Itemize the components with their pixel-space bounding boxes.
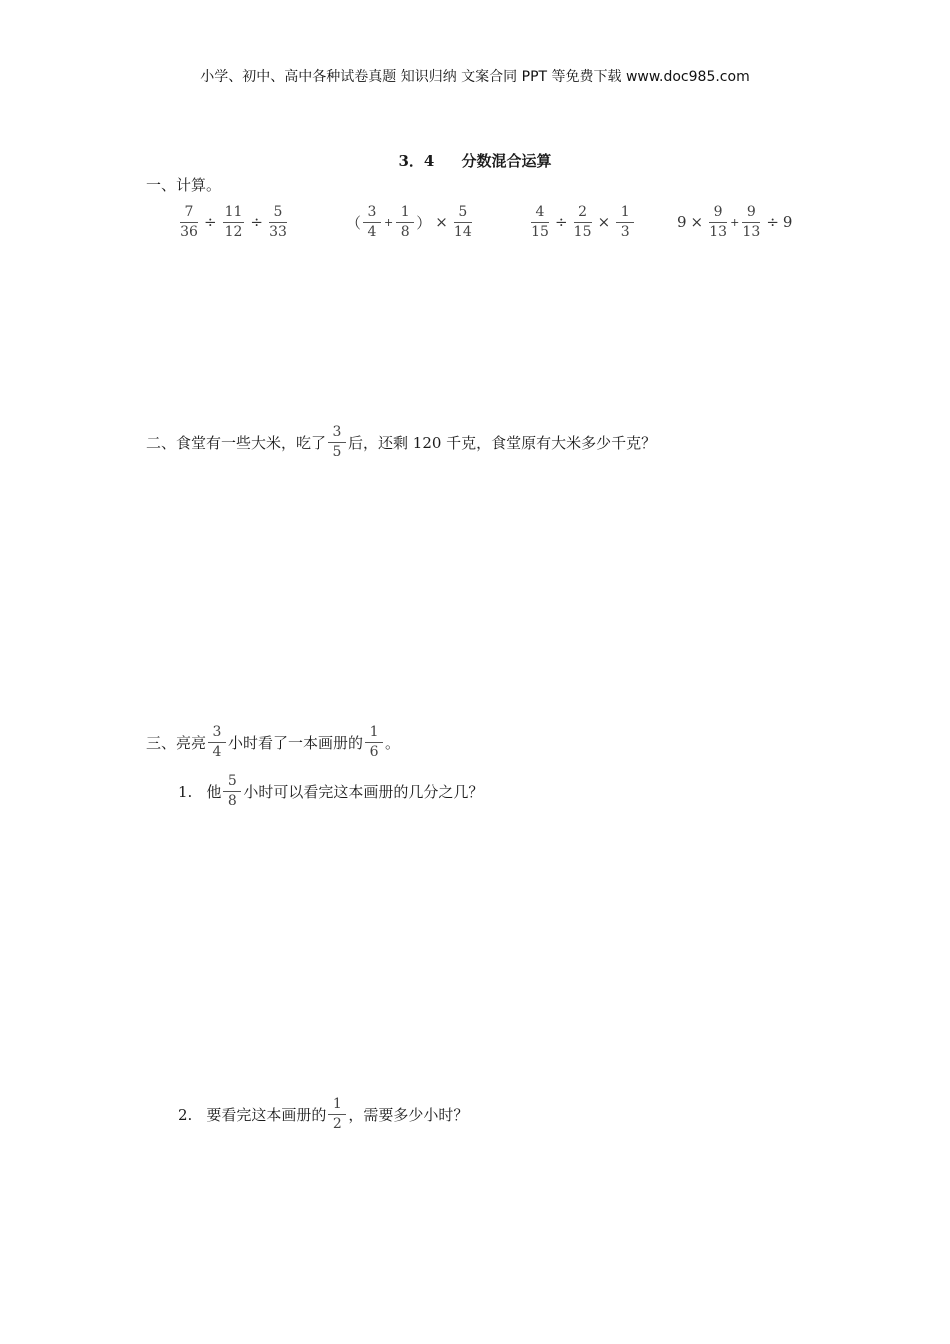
fraction: $\frac{3}{5}$	[328, 424, 346, 461]
question-text: 要看完这本画册的	[206, 1106, 327, 1124]
question-text: 二、食堂有一些大米，吃了	[146, 434, 327, 452]
operator: ×	[690, 213, 704, 231]
sub-question-index: 2.	[178, 1105, 193, 1124]
question-text: 后，还剩 120 千克，食堂原有大米多少千克？	[348, 434, 657, 452]
fraction: $\frac{1}{2}$	[328, 1096, 346, 1133]
question-text: 他	[206, 783, 222, 801]
left-paren: （	[346, 213, 362, 232]
fraction: $\frac{3}{4}$	[363, 204, 381, 241]
fraction: $\frac{9}{13}$	[742, 203, 761, 240]
question-text: 三、亮亮	[146, 734, 207, 752]
expression-3	[529, 200, 636, 244]
fraction: $\frac{1}{6}$	[365, 724, 383, 761]
expression-2	[346, 200, 474, 244]
operator: +	[730, 215, 740, 229]
expression-4	[677, 200, 792, 244]
section-2-question	[146, 424, 656, 461]
operator: ÷	[766, 213, 779, 231]
fraction: $\frac{5}{14}$	[453, 203, 472, 240]
operator: ÷	[555, 213, 568, 231]
section-1-label: 一、计算。	[146, 176, 222, 194]
question-text: 小时看了一本画册的	[228, 734, 364, 752]
sub-question-index: 1.	[178, 782, 193, 801]
sub-question-2	[178, 1096, 468, 1133]
operator: ÷	[204, 213, 217, 231]
fraction: $\frac{5}{33}$	[269, 203, 287, 240]
right-paren: ）	[416, 213, 432, 232]
fraction: $\frac{11}{12}$	[224, 203, 243, 240]
operator: ×	[597, 213, 611, 231]
question-text: 小时可以看完这本画册的几分之几？	[243, 783, 484, 801]
integer: 9	[782, 213, 793, 231]
fraction: $\frac{9}{13}$	[709, 203, 728, 240]
expression-1	[178, 200, 289, 244]
fraction: $\frac{1}{3}$	[616, 204, 634, 241]
fraction: $\frac{3}{4}$	[208, 724, 226, 761]
fraction: $\frac{2}{15}$	[573, 203, 592, 240]
section-3-question	[146, 724, 400, 761]
section-number: 3．4	[398, 152, 435, 170]
sub-question-1	[178, 773, 483, 810]
question-text: 。	[385, 734, 401, 752]
operator: ×	[435, 213, 448, 231]
fraction: $\frac{1}{8}$	[396, 204, 414, 241]
section-title: 分数混合运算	[461, 152, 552, 170]
fraction: $\frac{4}{15}$	[531, 203, 549, 240]
fraction: $\frac{7}{36}$	[180, 203, 198, 240]
operator: ÷	[250, 213, 263, 231]
integer: 9	[677, 213, 687, 231]
fraction: $\frac{5}{8}$	[223, 773, 241, 810]
question-text: ，需要多少小时？	[348, 1106, 469, 1124]
page-header-banner: 小学、初中、高中各种试卷真题 知识归纳 文案合同 PPT 等免费下载 www.doc985.com	[200, 69, 750, 85]
page-title	[0, 150, 950, 171]
operator: +	[384, 215, 394, 229]
